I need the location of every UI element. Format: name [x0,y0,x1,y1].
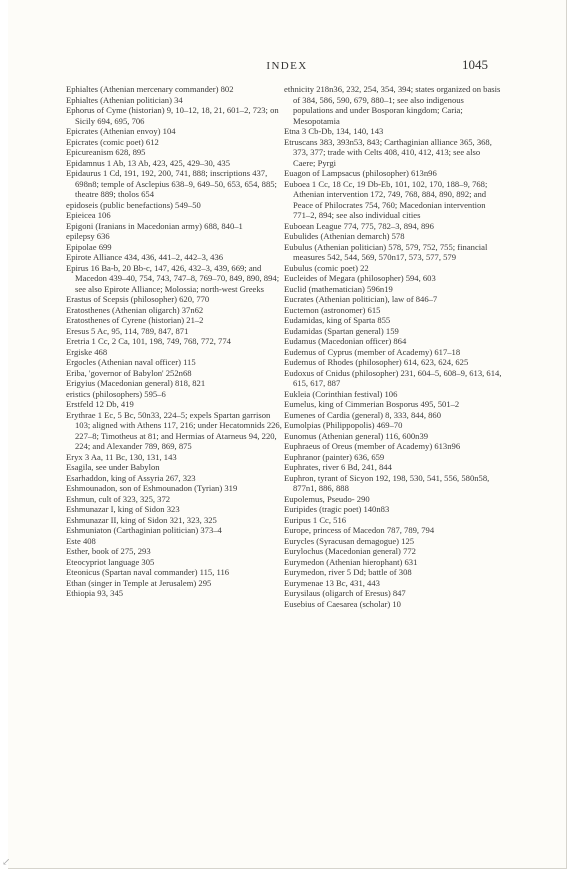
corner-arrow-icon: ↙ [2,857,11,868]
index-entry: Ethan (singer in Temple at Jerusalem) 295 [66,577,212,588]
index-entry: Eratosthenes of Cyrene (historian) 21–2 [66,315,204,325]
index-entry: Eshmunazar II, king of Sidon 321, 323, 325 [66,514,217,525]
index-entry: Eunomus (Athenian general) 116, 600n39 [284,430,429,441]
index-entry: Erastus of Scepsis (philosopher) 620, 770 [66,294,210,304]
index-entry: Eucrates (Athenian politician), law of 846–7 [284,294,438,304]
index-entry: Epipolae 699 [66,241,112,252]
index-entry: Epicureanism 628, 895 [66,147,146,157]
index-entry: Eurymedon, river 5 Dd; battle of 308 [284,567,412,577]
index-entry: Europe, princess of Macedon 787, 789, 794 [284,525,435,535]
index-entry: epidoseis (public benefactions) 549–50 [66,199,201,210]
index-entry: Eurycles (Syracusan demagogue) 125 [284,535,415,546]
index-entry: ethnicity 218n36, 232, 254, 354, 394; states organized on basis of 384, 586, 590, 679, 880–1; see also indigenous populations and under Bosporan kingdom; Caria; Mesopotamia [284,84,501,126]
index-entry: Eryx 3 Aa, 11 Bc, 130, 131, 143 [66,451,177,462]
index-entry: Eubulus (Athenian politician) 578, 579, 752, 755; financial measures 542, 544, 569, 570n17, 573, 577, 579 [284,241,488,262]
index-entry: Erigyius (Macedonian general) 818, 821 [66,378,206,388]
index-entry: Epirus 16 Ba-b, 20 Bb-c, 147, 426, 432–3, 439, 669; and Macedon 439–40, 754, 743, 747–8, 769–70, 849, 890, 894; see also Epirote Alliance; Molossia; north-west Greeks [66,262,280,294]
index-entry: Euphraeus of Oreus (member of Academy) 613n96 [284,441,461,451]
index-entry: Eteocypriot language 305 [66,556,155,567]
index-entry: epilepsy 636 [66,231,110,241]
index-entry: Este 408 [66,535,96,546]
index-entry: Euboean League 774, 775, 782–3, 894, 896 [284,220,434,231]
index-entry: Euripus 1 Cc, 516 [284,514,347,525]
index-entry: Ephialtes (Athenian politician) 34 [66,94,183,105]
index-entry: Eubulides (Athenian demarch) 578 [284,231,405,241]
index-entry: Eurymedon (Athenian hierophant) 631 [284,556,418,567]
index-entry: Euboea 1 Cc, 18 Cc, 19 Db-Eb, 101, 102, 170, 188–9, 768; Athenian intervention 172, 749, 768, 884, 890, 892; and Peace of Philocrates 754, 760; Macedonian intervention 771–2, 894; see also individual cities [284,178,488,220]
index-entry: Eshmuniaton (Carthaginian politician) 373–4 [66,525,222,535]
index-entry: Euripides (tragic poet) 140n83 [284,504,390,514]
index-entry: Eudemus of Rhodes (philosopher) 614, 623, 624, 625 [284,357,469,367]
index-entry: Euphrates, river 6 Bd, 241, 844 [284,462,392,472]
index-entry: Esagila, see under Babylon [66,462,160,472]
index-entry: Esarhaddon, king of Assyria 267, 323 [66,472,196,483]
index-entry: Eshmunazar I, king of Sidon 323 [66,504,180,514]
index-entry: Eratosthenes (Athenian oligarch) 37n62 [66,304,204,315]
index-entry: Euphranor (painter) 636, 659 [284,451,385,462]
index-entry: Epicrates (Athenian envoy) 104 [66,126,176,136]
book-page [8,0,567,869]
index-entry: Epicrates (comic poet) 612 [66,136,159,147]
index-column-right [284,84,502,609]
index-entry: Euagon of Lampsacus (philosopher) 613n96 [284,168,437,178]
index-entry: Epidaurus 1 Cd, 191, 192, 200, 741, 888; inscriptions 437, 698n8; temple of Asclepius 638–9, 649–50, 653, 654, 885; theatre 889; tholos 654 [66,168,277,199]
index-entry: Eumelus, king of Cimmerian Bosporus 495, 501–2 [284,399,460,409]
index-entry: Eumolpias (Philippopolis) 469–70 [284,420,403,430]
index-entry: Eurylochus (Macedonian general) 772 [284,546,416,556]
index-entry: Eshmounadon, son of Eshmounadon (Tyrian) 319 [66,483,238,493]
index-entry: Eubulus (comic poet) 22 [284,262,369,273]
index-entry: Eudamidas, king of Sparta 855 [284,315,391,325]
running-head [8,56,566,76]
index-entry: Etna 3 Cb-Db, 134, 140, 143 [284,126,384,136]
index-entry: Eumenes of Cardia (general) 8, 333, 844, 860 [284,409,442,420]
index-entry: Eudemus of Cyprus (member of Academy) 617–18 [284,346,461,357]
index-entry: Ephorus of Cyme (historian) 9, 10–12, 18, 21, 601–2, 723; on Sicily 694, 695, 706 [66,105,279,126]
index-entry: Etruscans 383, 393n53, 843; Carthaginian alliance 365, 368, 373, 377; trade with Celts 408, 410, 412, 413; see also Caere; Pyrgi [284,136,492,168]
index-entry: Eretria 1 Cc, 2 Ca, 101, 198, 749, 768, 772, 774 [66,336,231,346]
index-entry: eristics (philosophers) 595–6 [66,388,166,399]
page-number: 1045 [462,57,488,72]
page-title: INDEX [266,60,308,72]
index-entry: Ergocles (Athenian naval officer) 115 [66,357,196,367]
index-entry: Eukleia (Corinthian festival) 106 [284,388,398,399]
index-entry: Eucleides of Megara (philosopher) 594, 603 [284,273,436,283]
index-entry: Eshmun, cult of 323, 325, 372 [66,493,171,504]
index-entry: Eriba, 'governor of Babylon' 252n68 [66,367,192,378]
index-entry: Eurysilaus (oligarch of Eresus) 847 [284,588,406,598]
index-entry: Euphron, tyrant of Sicyon 192, 198, 530, 541, 556, 580n58, 877n1, 886, 888 [284,472,490,493]
index-entry: Eudamidas (Spartan general) 159 [284,325,399,336]
index-entry: Epigoni (Iranians in Macedonian army) 688, 840–1 [66,220,243,231]
index-entry: Ephialtes (Athenian mercenary commander) 802 [66,84,234,94]
index-entry: Eurymenae 13 Bc, 431, 443 [284,577,380,588]
index-entry: Eresus 5 Ac, 95, 114, 789, 847, 871 [66,325,189,336]
index-entry: Euclid (mathematician) 596n19 [284,283,393,294]
index-entry: Ergiske 468 [66,346,108,357]
index-entry: Eusebius of Caesarea (scholar) 10 [284,598,401,609]
index-entry: Epieicea 106 [66,210,111,220]
index-entry: Eudamus (Macedonian officer) 864 [284,336,407,346]
index-column-left [66,84,284,599]
index-entry: Eudoxus of Cnidus (philosopher) 231, 604–5, 608–9, 613, 614, 615, 617, 887 [284,367,502,388]
index-entry: Erythrae 1 Ec, 5 Bc, 50n33, 224–5; expels Spartan garrison 103; aligned with Athens 117, 216; under Hecatomnids 226, 227–8; Timotheus at 81; and Hermias of Atarneus 94, 220, 224; and Alexander 789, 869, 875 [66,409,282,451]
index-entry: Epirote Alliance 434, 436, 441–2, 442–3, 436 [66,252,224,262]
index-entry: Eteonicus (Spartan naval commander) 115, 116 [66,567,230,577]
index-entry: Eupolemus, Pseudo- 290 [284,493,370,504]
index-entry: Ethiopia 93, 345 [66,588,124,598]
index-entry: Erstfeld 12 Db, 419 [66,399,134,409]
index-entry: Euctemon (astronomer) 615 [284,304,381,315]
index-entry: Esther, book of 275, 293 [66,546,151,556]
index-entry: Epidamnus 1 Ab, 13 Ab, 423, 425, 429–30, 435 [66,157,230,168]
